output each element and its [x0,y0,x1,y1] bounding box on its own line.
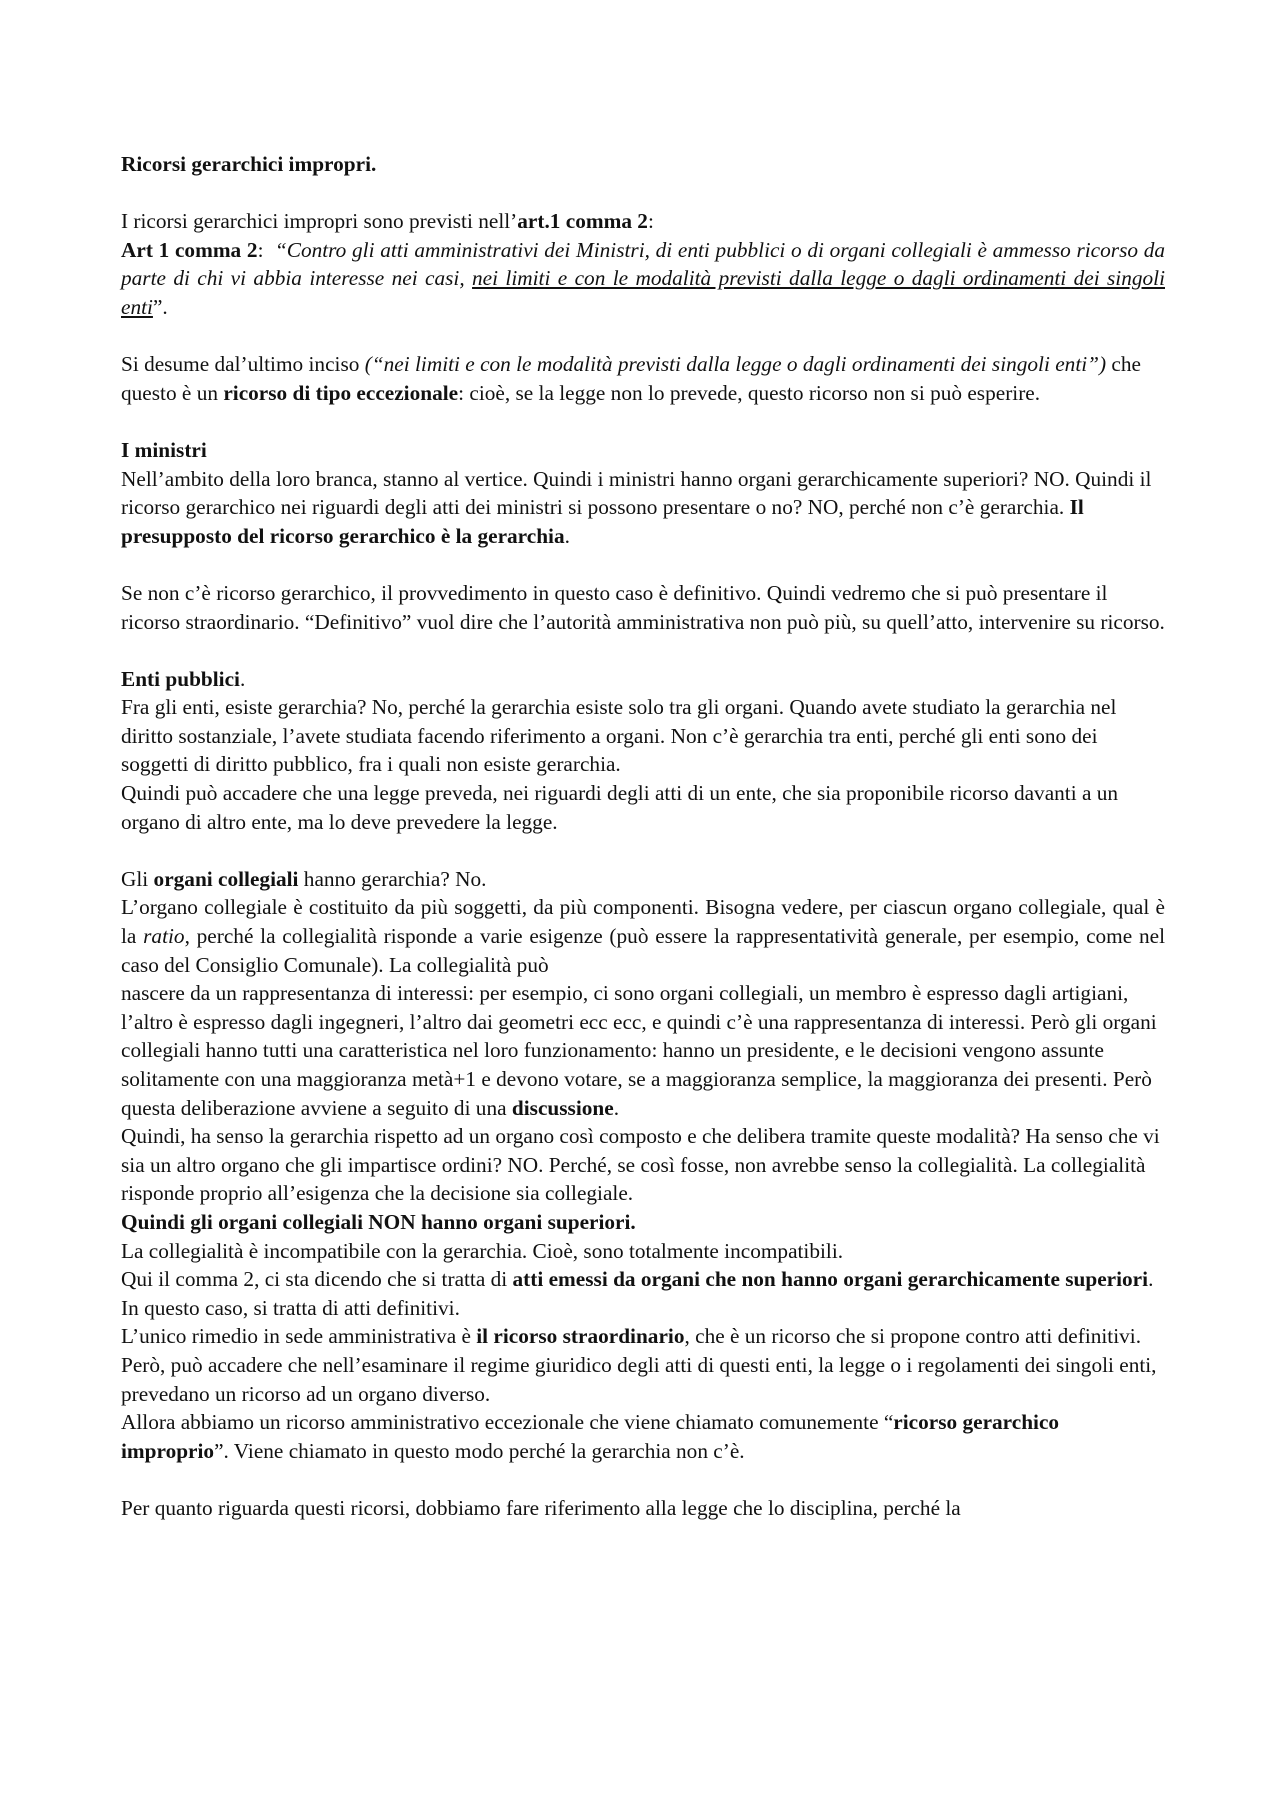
article-quote: Art 1 comma 2: “Contro gli atti amministrativi dei Ministri, di enti pubblici o di organi collegiali è ammesso ricorso da parte di chi vi abbia interesse nei casi, nei limiti e con le modalità previsti dalla legge o dagli ordinamenti dei singoli enti”. [121,237,1166,319]
enti-paragraph-2: Quindi può accadere che una legge preveda, nei riguardi degli atti di un ente, che sia proponibile ricorso davanti a un organo di altro ente, ma lo deve prevedere la legge. [121,781,1119,834]
enti-paragraph-1: Fra gli enti, esiste gerarchia? No, perché la gerarchia esiste solo tra gli organi. Quando avete studiato la gerarchia nel diritto sostanziale, l’avete studiata facendo riferimento a organi. Non c’è gerarchia tra enti, perché gli enti sono dei soggetti di diritto pubblico, fra i quali non esiste gerarchia. [121,695,1117,777]
collegiali-conclusion: Quindi gli organi collegiali NON hanno organi superiori. [121,1209,636,1234]
collegiali-paragraph-6: Qui il comma 2, ci sta dicendo che si tratta di atti emessi da organi che non hanno organi gerarchicamente superiori. In questo caso, si tratta di atti definitivi. [121,1267,1154,1320]
document-body [121,150,1165,1523]
collegiali-paragraph-2: nascere da un rappresentanza di interessi: per esempio, ci sono organi collegiali, un membro è espresso dagli artigiani, l’altro è espresso dagli ingegneri, l’altro dai geometri ecc ecc, e quindi c’è una rappresentanza di interessi. Però gli organi collegiali hanno tutti una caratteristica nel loro funzionamento: hanno un presidente, e le decisioni vengono assunte solitamente con una maggioranza metà+1 e devono votare, se a maggioranza semplice, la maggioranza dei presenti. Però questa deliberazione avviene a seguito di una discussione. [121,981,1157,1120]
document-title: Ricorsi gerarchici impropri. [121,152,377,176]
section-heading-enti: Enti pubblici. [121,666,246,691]
inciso-paragraph: Si desume dal’ultimo inciso (“nei limiti e con le modalità previsti dalla legge o dagli ordinamenti dei singoli enti”) che questo è un ricorso di tipo eccezionale: cioè, se la legge non lo prevede, questo ricorso non si può esperire. [121,352,1141,405]
section-heading-ministri: I ministri [121,437,207,462]
collegiali-paragraph-5: La collegialità è incompatibile con la gerarchia. Cioè, sono totalmente incompatibili. [121,1238,844,1263]
intro-paragraph: I ricorsi gerarchici impropri sono previsti nell’art.1 comma 2: [121,209,654,234]
final-paragraph: Per quanto riguarda questi ricorsi, dobbiamo fare riferimento alla legge che lo disciplina, perché la [121,1495,961,1520]
ministri-paragraph: Nell’ambito della loro branca, stanno al vertice. Quindi i ministri hanno organi gerarchicamente superiori? NO. Quindi il ricorso gerarchico nei riguardi degli atti dei ministri si possono presentare o no? NO, perché non c’è gerarchia. Il presupposto del ricorso gerarchico è la gerarchia. [121,466,1152,548]
collegiali-paragraph-3: Quindi, ha senso la gerarchia rispetto ad un organo così composto e che delibera tramite queste modalità? Ha senso che vi sia un altro organo che gli impartisce ordini? NO. Perché, se così fosse, non avrebbe senso la collegialità. La collegialità risponde proprio all’esigenza che la decisione sia collegiale. [121,1124,1160,1206]
collegiali-question: Gli organi collegiali hanno gerarchia? No. [121,866,487,891]
collegiali-paragraph-7: L’unico rimedio in sede amministrativa è il ricorso straordinario, che è un ricorso che si propone contro atti definitivi. Però, può accadere che nell’esaminare il regime giuridico degli atti di questi enti, la legge o i regolamenti dei singoli enti, prevedano un ricorso ad un organo diverso. [121,1324,1157,1406]
collegiali-paragraph-1: L’organo collegiale è costituito da più soggetti, da più componenti. Bisogna vedere, per ciascun organo collegiale, qual è la ratio, perché la collegialità risponde a varie esigenze (può essere la rappresentatività generale, per esempio, come nel caso del Consiglio Comunale). La collegialità può [121,895,1165,977]
collegiali-paragraph-8: Allora abbiamo un ricorso amministrativo eccezionale che viene chiamato comunemente “ricorso gerarchico improprio”. Viene chiamato in questo modo perché la gerarchia non c’è. [121,1410,1060,1463]
definitivo-paragraph: Se non c’è ricorso gerarchico, il provvedimento in questo caso è definitivo. Quindi vedremo che si può presentare il ricorso straordinario. “Definitivo” vuol dire che l’autorità amministrativa non può più, su quell’atto, intervenire su ricorso. [121,580,1165,634]
